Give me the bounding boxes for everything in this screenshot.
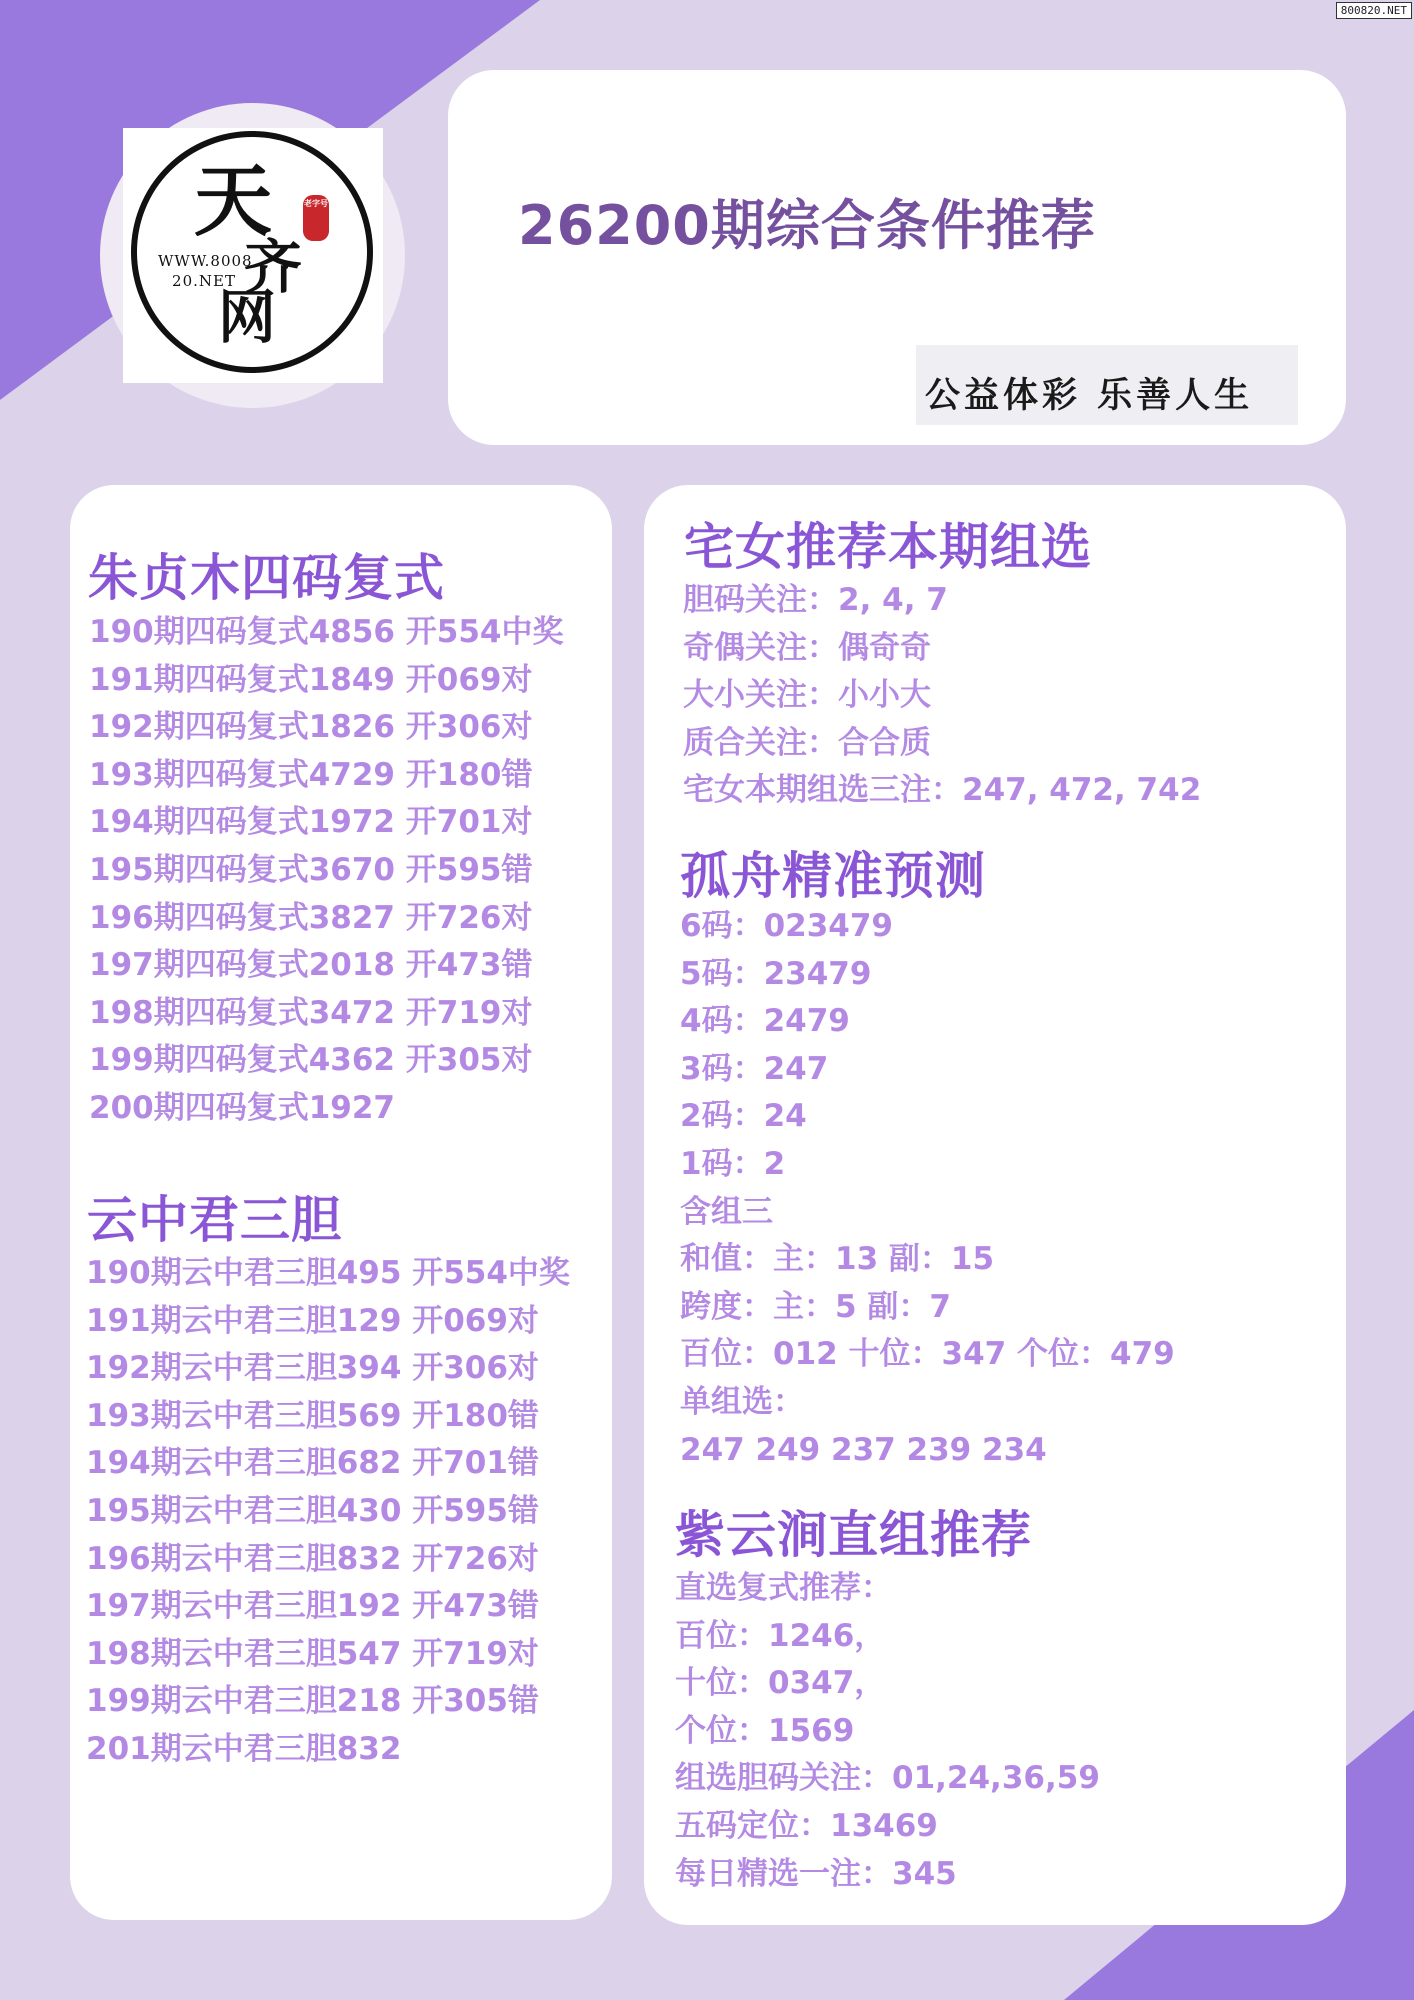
list-item: 每日精选一注：345	[675, 1855, 957, 1892]
list-item: 和值：主：13 副：15	[680, 1241, 995, 1278]
list-item: 百位：1246，	[675, 1617, 886, 1654]
list-item: 4码：2479	[680, 1003, 850, 1040]
page-title: 26200期综合条件推荐	[518, 194, 1096, 257]
list-item: 194期云中君三胆682 开701错	[86, 1445, 539, 1482]
logo-char-3: 网	[218, 283, 277, 351]
list-item: 196期四码复式3827 开726对	[89, 899, 533, 936]
list-item: 194期四码复式1972 开701对	[89, 804, 533, 841]
list-item: 2码：24	[680, 1098, 807, 1135]
slogan: 公益体彩 乐善人生	[925, 375, 1254, 416]
list-item: 197期四码复式2018 开473错	[89, 947, 533, 984]
list-item: 单组选：	[680, 1384, 804, 1420]
list-item: 247 249 237 239 234	[680, 1431, 1047, 1468]
list-item: 大小关注：小小大	[683, 677, 931, 713]
list-item: 奇偶关注：偶奇奇	[683, 629, 931, 666]
list-item: 192期四码复式1826 开306对	[89, 709, 533, 746]
list-item: 6码：023479	[680, 908, 893, 944]
list-item: 199期云中君三胆218 开305错	[86, 1683, 539, 1720]
list-item: 197期云中君三胆192 开473错	[86, 1588, 539, 1625]
list-item: 跨度：主：5 副：7	[680, 1288, 951, 1325]
logo-url	[158, 251, 253, 291]
list-item: 191期四码复式1849 开069对	[89, 661, 533, 698]
list-item: 直选复式推荐：	[675, 1570, 892, 1606]
list-item: 196期云中君三胆832 开726对	[86, 1540, 539, 1577]
list-item: 宅女本期组选三注：247, 472, 742	[683, 772, 1202, 808]
section-title-zhainv: 宅女推荐本期组选	[684, 518, 1092, 576]
list-item: 质合关注：合合质	[683, 724, 931, 761]
list-item: 五码定位：13469	[675, 1808, 938, 1844]
logo-url-line-2: 20.NET	[172, 272, 236, 290]
section-title-zhuzhenmu: 朱贞木四码复式	[88, 549, 445, 607]
logo-url-line-1: WWW.8008	[158, 252, 253, 270]
watermark: 800820.NET	[1336, 2, 1412, 19]
list-item: 198期云中君三胆547 开719对	[86, 1635, 539, 1672]
list-item: 193期云中君三胆569 开180错	[86, 1397, 539, 1434]
list-item: 200期四码复式1927	[89, 1090, 395, 1126]
list-item: 5码：23479	[680, 955, 872, 992]
list-item: 195期四码复式3670 开595错	[89, 852, 533, 888]
list-item: 190期四码复式4856 开554中奖	[89, 614, 564, 650]
section-title-yunzhongjun: 云中君三胆	[87, 1191, 342, 1249]
logo-char-2: 齐	[244, 233, 303, 301]
logo-seal: 老字号	[303, 195, 329, 241]
list-item: 十位：0347，	[675, 1665, 886, 1702]
list-item: 191期云中君三胆129 开069对	[86, 1302, 539, 1339]
logo-char-1: 天	[194, 156, 273, 247]
list-item: 组选胆码关注：01,24,36,59	[675, 1760, 1100, 1797]
list-item: 195期云中君三胆430 开595错	[86, 1493, 539, 1529]
list-item: 百位：012 十位：347 个位：479	[680, 1336, 1175, 1373]
list-item: 个位：1569	[675, 1712, 855, 1749]
list-item: 193期四码复式4729 开180错	[89, 756, 533, 793]
list-item: 201期云中君三胆832	[86, 1731, 402, 1767]
list-item: 192期云中君三胆394 开306对	[86, 1350, 539, 1387]
list-item: 1码：2	[680, 1146, 786, 1182]
list-item: 190期云中君三胆495 开554中奖	[86, 1255, 570, 1291]
list-item: 199期四码复式4362 开305对	[89, 1042, 533, 1079]
section-title-ziyunjian: 紫云涧直组推荐	[675, 1506, 1032, 1564]
section-title-guzhou: 孤舟精准预测	[680, 847, 986, 905]
list-item: 胆码关注：2, 4, 7	[683, 582, 948, 618]
list-item: 含组三	[680, 1193, 773, 1230]
list-item: 198期四码复式3472 开719对	[89, 994, 533, 1031]
list-item: 3码：247	[680, 1050, 829, 1087]
